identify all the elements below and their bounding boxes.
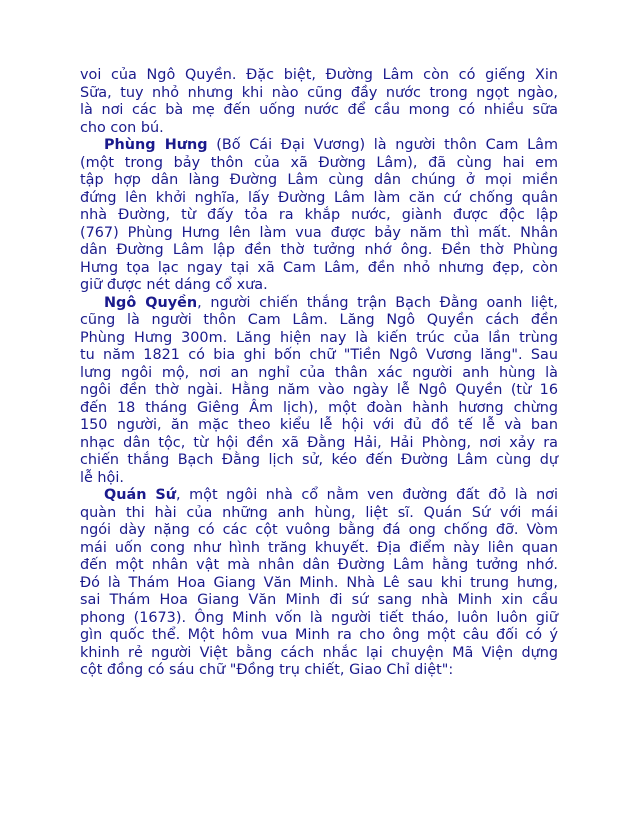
text-line bbox=[80, 662, 558, 680]
line-text: ngôi đền thờ ngài. Hằng năm vào ngày lễ Ngô Quyền (từ 16 bbox=[80, 382, 558, 398]
line-text: tu năm 1821 có bia ghi bốn chữ "Tiền Ngô Vương lăng". Sau bbox=[80, 347, 558, 363]
line-text: đến 18 tháng Giêng Âm lịch), một đoàn hành hương chừng bbox=[80, 399, 558, 416]
text-line bbox=[80, 155, 558, 173]
line-text: 150 người, ăn mặc theo kiểu lễ hội với đủ đồ tế lễ và ban bbox=[80, 417, 558, 433]
line-text: ngói dày nặng có các cột vuông bằng đá ong chống đỡ. Vòm bbox=[80, 522, 558, 538]
text-line bbox=[80, 470, 558, 488]
line-text: lưng ngôi mộ, nơi an nghỉ của thân xác người anh hùng là bbox=[80, 364, 558, 381]
text-line bbox=[80, 207, 558, 225]
line-text: giữ được nét dáng cổ xưa. bbox=[80, 277, 268, 293]
line-text: (một trong bảy thôn của xã Đường Lâm), đã cùng hai em bbox=[80, 154, 558, 171]
line-text: cho con bú. bbox=[80, 119, 164, 136]
line-text: voi của Ngô Quyền. Đặc biệt, Đường Lâm còn có giếng Xin bbox=[80, 67, 558, 83]
text-line bbox=[80, 627, 558, 645]
line-text: dân Đường Lâm lập đền thờ tưởng nhớ ông. Đền thờ Phùng bbox=[80, 242, 558, 258]
line-text: nhà Đường, từ đấy tỏa ra khắp nước, giành được độc lập bbox=[80, 207, 558, 223]
line-text: lễ hội. bbox=[80, 469, 124, 486]
text-line bbox=[80, 540, 558, 558]
line-text: , một ngôi nhà cổ nằm ven đường đất đỏ là nơi bbox=[176, 487, 558, 503]
line-text: gìn quốc thể. Một hôm vua Minh ra cho ông một câu đối có ý bbox=[80, 627, 558, 643]
text-line bbox=[80, 312, 558, 330]
line-text: sai Thám Hoa Giang Văn Minh đi sứ sang nhà Minh xin cầu bbox=[80, 592, 558, 608]
text-line bbox=[80, 295, 558, 313]
line-text: đứng lên khởi nghĩa, lấy Đường Lâm làm căn cứ chống quân bbox=[80, 189, 558, 206]
line-text: nhạc dân tộc, từ hội đền xã Đằng Hải, Hải Phòng, nơi xảy ra bbox=[80, 434, 558, 451]
line-text: (767) Phùng Hưng lên làm vua được bảy năm thì mất. Nhân bbox=[80, 224, 558, 241]
text-line bbox=[80, 137, 558, 155]
bold-heading: Ngô Quyền bbox=[104, 294, 198, 311]
document-page bbox=[80, 67, 558, 680]
text-line bbox=[80, 190, 558, 208]
text-line bbox=[80, 172, 558, 190]
line-text: cũng là người thôn Cam Lâm. Lăng Ngô Quyền cách đền bbox=[80, 312, 558, 328]
text-line bbox=[80, 67, 558, 85]
line-text: , người chiến thắng trận Bạch Đằng oanh liệt, bbox=[197, 294, 558, 311]
line-text: khinh rẻ người Việt bằng cách nhắc lại chuyện Mã Viện dựng bbox=[80, 644, 558, 661]
line-text: Phùng Hưng 300m. Lăng hiện nay là kiến trúc của lần trùng bbox=[80, 329, 558, 346]
text-line bbox=[80, 452, 558, 470]
text-line bbox=[80, 557, 558, 575]
line-text: đến một nhân vật mà nhân dân Đường Lâm hằng tưởng nhớ. bbox=[80, 557, 558, 573]
text-line bbox=[80, 225, 558, 243]
text-line bbox=[80, 575, 558, 593]
line-text: phong (1673). Ông Minh vốn là người tiết tháo, luôn luôn giữ bbox=[80, 609, 558, 626]
line-text: Sữa, tuy nhỏ nhưng khi nào cũng đầy nước trong ngọt ngào, bbox=[80, 84, 558, 101]
line-text: Đó là Thám Hoa Giang Văn Minh. Nhà Lê sau khi trung hưng, bbox=[80, 574, 558, 591]
text-line bbox=[80, 487, 558, 505]
text-line bbox=[80, 592, 558, 610]
text-line bbox=[80, 382, 558, 400]
text-line bbox=[80, 102, 558, 120]
line-text: tập hợp dân làng Đường Lâm cùng dân chúng ở mọi miền bbox=[80, 172, 558, 188]
line-text: cột đồng có sáu chữ "Đồng trụ chiết, Giao Chỉ diệt": bbox=[80, 662, 454, 678]
text-line bbox=[80, 522, 558, 540]
text-line bbox=[80, 260, 558, 278]
text-line bbox=[80, 435, 558, 453]
line-text: chiến thắng Bạch Đằng lịch sử, kéo đến Đường Lâm cùng dự bbox=[80, 452, 558, 468]
text-line bbox=[80, 417, 558, 435]
bold-heading: Quán Sứ bbox=[104, 487, 177, 503]
bold-heading: Phùng Hưng bbox=[104, 137, 208, 153]
text-line bbox=[80, 505, 558, 523]
text-line bbox=[80, 400, 558, 418]
text-line bbox=[80, 277, 558, 295]
text-line bbox=[80, 610, 558, 628]
text-line bbox=[80, 85, 558, 103]
line-text: quàn thi hài của những anh hùng, liệt sĩ. Quán Sứ với mái bbox=[80, 504, 558, 521]
text-line bbox=[80, 365, 558, 383]
text-line bbox=[80, 347, 558, 365]
text-line bbox=[80, 120, 558, 138]
line-text: là nơi các bà mẹ đến uống nước để cầu mong có nhiều sữa bbox=[80, 102, 558, 118]
text-line bbox=[80, 645, 558, 663]
text-line bbox=[80, 330, 558, 348]
line-text: (Bố Cái Đại Vương) là người thôn Cam Lâm bbox=[207, 137, 558, 153]
line-text: mái uốn cong như hình trăng khuyết. Địa điểm này liên quan bbox=[80, 539, 558, 556]
line-text: Hưng tọa lạc ngay tại xã Cam Lâm, đền nhỏ nhưng đẹp, còn bbox=[80, 259, 558, 276]
text-line bbox=[80, 242, 558, 260]
